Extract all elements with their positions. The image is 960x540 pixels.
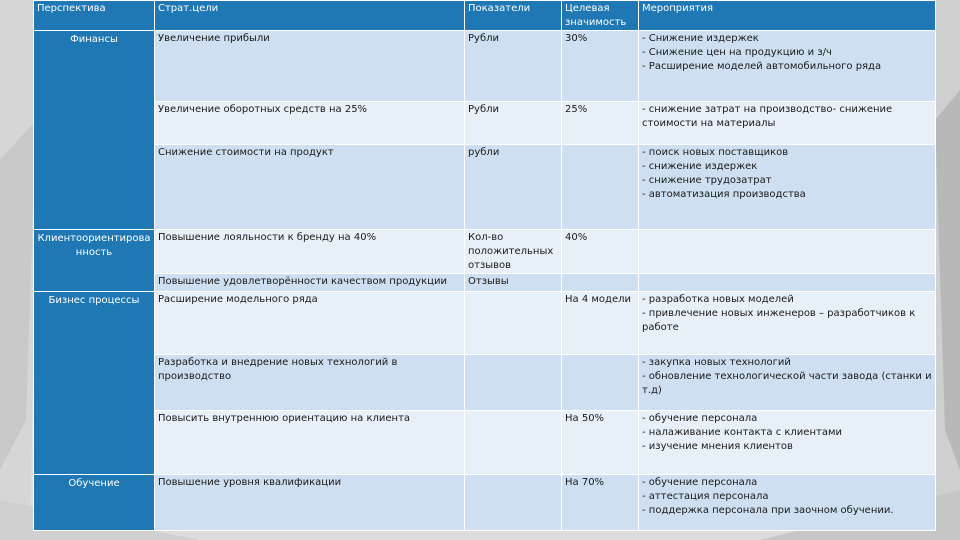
actions-cell [639, 411, 936, 475]
perspective-learning: Обучение [34, 475, 155, 531]
table-row [34, 355, 936, 411]
target-cell [562, 355, 639, 411]
table-header-row [34, 1, 936, 31]
goal-cell: Повышение лояльности к бренду на 40% [155, 230, 465, 274]
header-indicators: Показатели [465, 1, 562, 31]
goal-cell: Повышение удовлетворённости качеством продукции [155, 274, 465, 292]
header-perspective: Перспектива [34, 1, 155, 31]
actions-cell [639, 145, 936, 230]
action-item: - обучение персонала [642, 413, 758, 424]
indicator-cell: рубли [465, 145, 562, 230]
target-cell: 30% [562, 31, 639, 102]
indicator-cell: Рубли [465, 102, 562, 145]
goal-cell: Разработка и внедрение новых технологий в производство [155, 355, 465, 411]
table-row [34, 292, 936, 355]
actions-cell [639, 355, 936, 411]
action-item: - Снижение издержек [642, 33, 759, 44]
action-item: - снижение трудозатрат [642, 175, 772, 186]
actions-cell [639, 274, 936, 292]
goal-cell: Расширение модельного ряда [155, 292, 465, 355]
actions-cell [639, 292, 936, 355]
goal-cell: Снижение стоимости на продукт [155, 145, 465, 230]
action-item: - снижение издержек [642, 161, 758, 172]
target-cell [562, 274, 639, 292]
action-item: - налаживание контакта с клиентами [642, 427, 842, 438]
action-item: - закупка новых технологий [642, 357, 791, 368]
table-row [34, 31, 936, 102]
action-item: - Снижение цен на продукцию и з/ч [642, 47, 832, 58]
action-item: - привлечение новых инженеров – разработчиков к работе [642, 308, 916, 333]
target-cell: На 70% [562, 475, 639, 531]
header-actions: Мероприятия [639, 1, 936, 31]
goal-cell: Увеличение оборотных средств на 25% [155, 102, 465, 145]
table-row [34, 475, 936, 531]
actions-cell [639, 31, 936, 102]
goal-cell: Повысить внутреннюю ориентацию на клиента [155, 411, 465, 475]
action-item: - обновление технологической части завода (станки и т.д) [642, 371, 932, 396]
action-item: - изучение мнения клиентов [642, 441, 793, 452]
indicator-cell: Кол-во положительных отзывов [465, 230, 562, 274]
action-item: - аттестация персонала [642, 491, 769, 502]
indicator-cell [465, 411, 562, 475]
actions-cell [639, 475, 936, 531]
goal-cell: Увеличение прибыли [155, 31, 465, 102]
header-goals: Страт.цели [155, 1, 465, 31]
action-item: - снижение затрат на производство- снижение стоимости на материалы [642, 104, 893, 129]
target-cell: 25% [562, 102, 639, 145]
table-row [34, 145, 936, 230]
target-cell: 40% [562, 230, 639, 274]
action-item: - поддержка персонала при заочном обучении. [642, 505, 894, 516]
indicator-cell: Отзывы [465, 274, 562, 292]
table-row [34, 274, 936, 292]
header-target: Целевая значимость [562, 1, 639, 31]
actions-cell [639, 230, 936, 274]
table-row [34, 411, 936, 475]
perspective-business: Бизнес процессы [34, 292, 155, 475]
goal-cell: Повышение уровня квалификации [155, 475, 465, 531]
target-cell [562, 145, 639, 230]
table-row [34, 102, 936, 145]
strategy-table [33, 0, 936, 531]
action-item: - поиск новых поставщиков [642, 147, 789, 158]
target-cell: На 50% [562, 411, 639, 475]
indicator-cell [465, 475, 562, 531]
action-item: - автоматизация производства [642, 189, 806, 200]
indicator-cell [465, 355, 562, 411]
target-cell: На 4 модели [562, 292, 639, 355]
actions-cell [639, 102, 936, 145]
perspective-finance: Финансы [34, 31, 155, 230]
perspective-client: Клиентоориентированность [34, 230, 155, 292]
table-row [34, 230, 936, 274]
action-item: - Расширение моделей автомобильного ряда [642, 61, 882, 72]
indicator-cell [465, 292, 562, 355]
indicator-cell: Рубли [465, 31, 562, 102]
action-item: - разработка новых моделей [642, 294, 794, 305]
action-item: - обучение персонала [642, 477, 758, 488]
